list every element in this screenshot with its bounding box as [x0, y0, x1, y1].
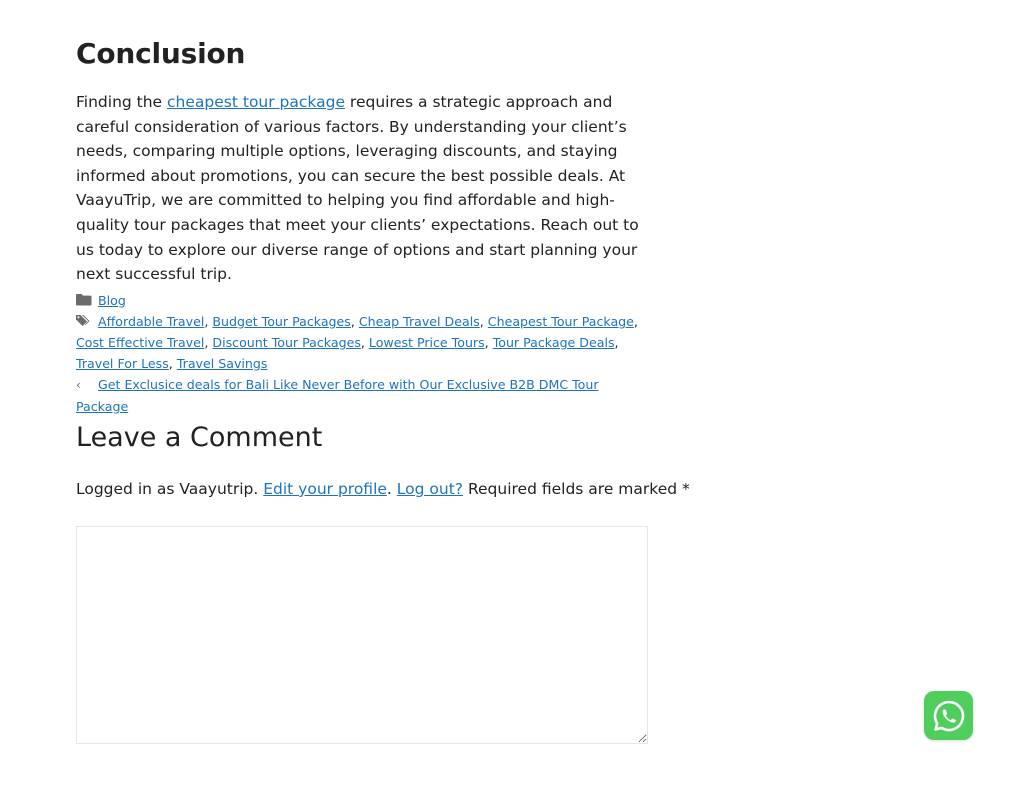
chevron-left-icon: ‹: [76, 378, 81, 392]
tag-separator: ,: [204, 314, 213, 329]
tags-icon: [76, 314, 92, 327]
tag-link[interactable]: Budget Tour Packages: [212, 314, 351, 329]
tag-link[interactable]: Discount Tour Packages: [212, 335, 361, 350]
tag-link[interactable]: Lowest Price Tours: [368, 335, 485, 350]
period-text: .: [386, 480, 397, 498]
tag-link[interactable]: Cost Effective Travel: [76, 335, 205, 350]
tag-separator: ,: [633, 314, 638, 329]
tag-link[interactable]: Travel Savings: [176, 356, 268, 371]
tag-link[interactable]: Tour Package Deals: [492, 335, 615, 350]
tag-separator: ,: [168, 356, 177, 371]
previous-post-link[interactable]: Get Exclusice deals for Bali Like Never Before with Our Exclusive B2B DMC Tour Package: [76, 377, 599, 414]
leave-comment-heading: Leave a Comment: [76, 422, 323, 453]
logged-in-notice: [76, 477, 690, 501]
edit-profile-link[interactable]: Edit your profile: [263, 480, 387, 498]
entry-meta: [76, 290, 650, 417]
required-fields-text: Required fields are marked *: [463, 480, 690, 498]
logged-in-text: Logged in as Vaayutrip.: [76, 480, 264, 498]
folder-icon: [76, 293, 92, 306]
tag-separator: ,: [614, 335, 619, 350]
tag-separator: ,: [484, 335, 493, 350]
tag-link[interactable]: Cheap Travel Deals: [358, 314, 480, 329]
log-out-link[interactable]: Log out?: [396, 480, 464, 498]
conclusion-heading: Conclusion: [76, 37, 246, 70]
tag-separator: ,: [204, 335, 213, 350]
tag-link[interactable]: Affordable Travel: [98, 314, 205, 329]
whatsapp-button[interactable]: [924, 691, 973, 740]
whatsapp-icon: [932, 699, 966, 733]
categories-line: [76, 290, 650, 311]
tag-separator: ,: [350, 314, 359, 329]
previous-post-nav: [76, 374, 650, 417]
tag-link[interactable]: Travel For Less: [76, 356, 169, 371]
tag-separator: ,: [479, 314, 488, 329]
comment-textarea[interactable]: [76, 526, 648, 744]
tags-list: [76, 314, 638, 371]
tag-link[interactable]: Cheapest Tour Package: [487, 314, 634, 329]
category-link-blog[interactable]: Blog: [98, 293, 126, 308]
paragraph-text-start: Finding the: [76, 93, 168, 111]
cheapest-tour-package-link[interactable]: cheapest tour package: [167, 93, 345, 111]
tag-separator: ,: [360, 335, 369, 350]
conclusion-paragraph: [76, 90, 650, 287]
paragraph-text-end: requires a strategic approach and careful consideration of various factors. By understanding your client’s needs, comparing multiple options, leveraging discounts, and staying informed about promotions, you can secure the best possible deals. At VaayuTrip, we are committed to helping you find affordable and high-quality tour packages that meet your clients’ expectations. Reach out to us today to explore our diverse range of options and start planning your next successful trip.: [76, 93, 639, 284]
tags-line: [76, 311, 650, 374]
